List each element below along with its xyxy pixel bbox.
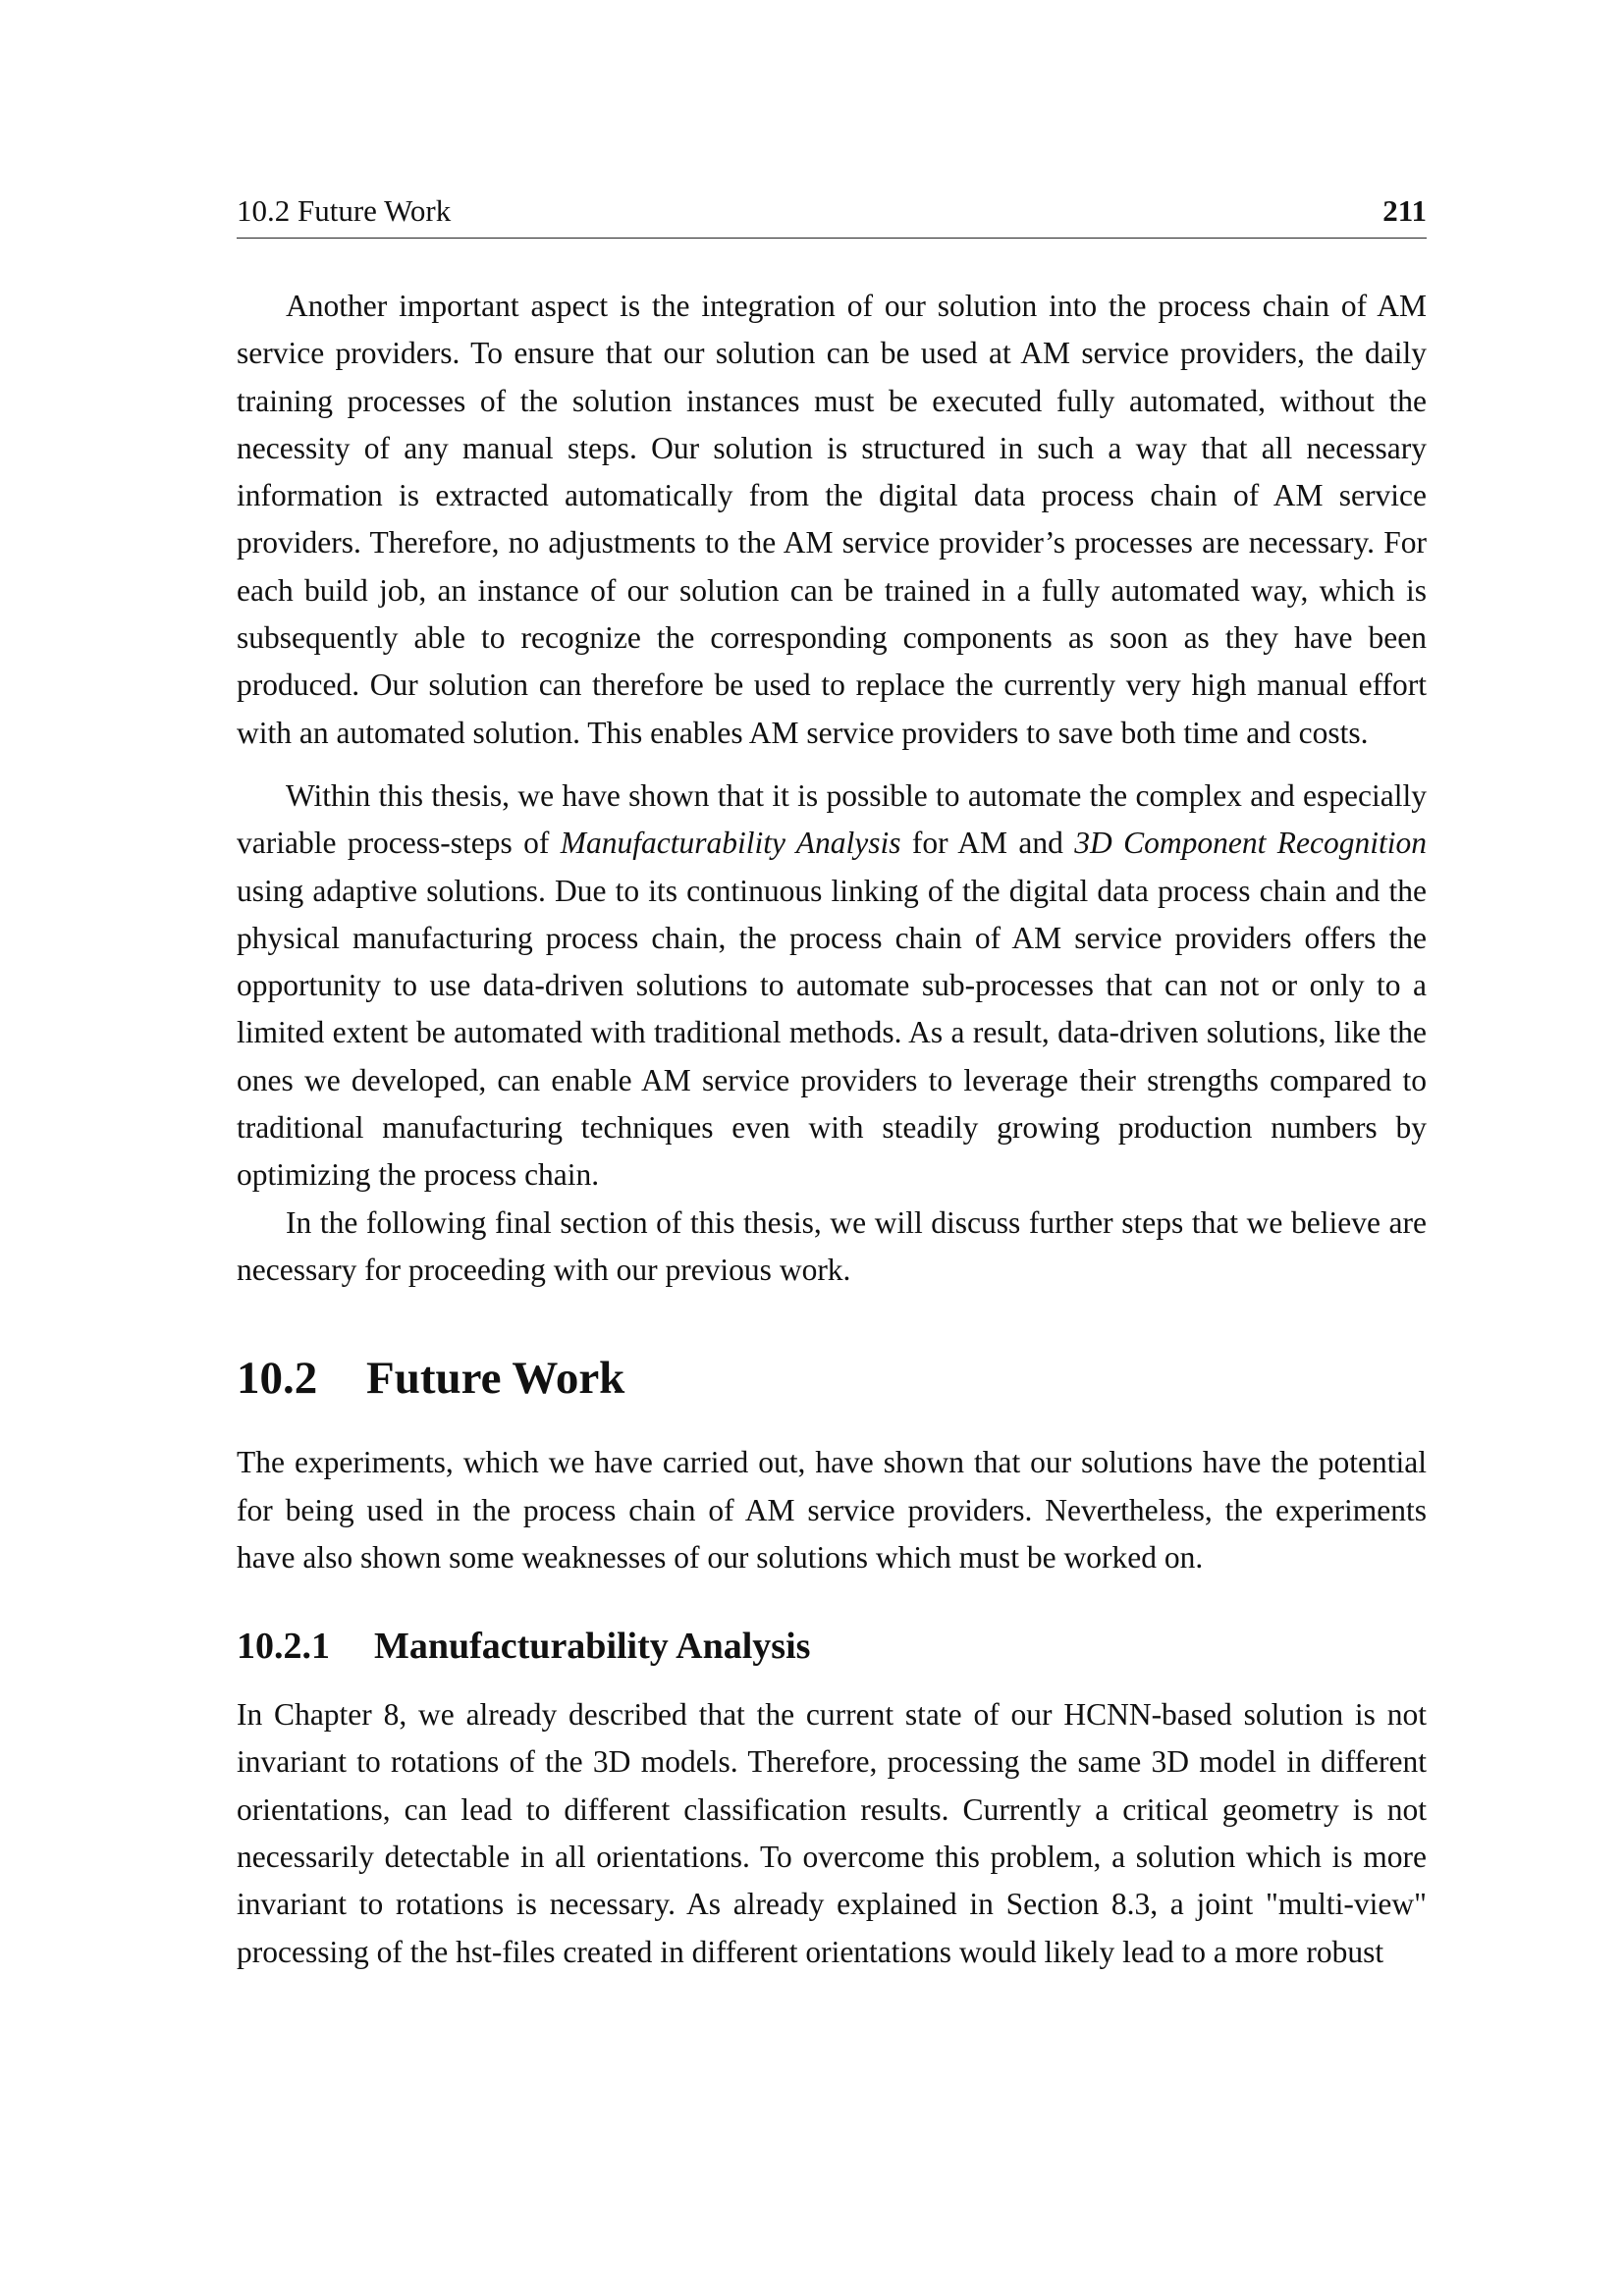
subsection-heading-manufacturability-analysis: [237, 1623, 1427, 1670]
header-section-label: 10.2 Future Work: [237, 193, 452, 228]
term-3d-component-recognition: 3D Component Recognition: [1074, 826, 1427, 861]
term-manufacturability-analysis: Manufacturability Analysis: [560, 826, 901, 861]
paragraph-future-work-intro: The experiments, which we have carried out, have shown that our solutions have the potential for being used in the process chain of AM service providers. Nevertheless, the experiments have also shown some weaknesses of our solutions which must be worked on.: [237, 1445, 1427, 1575]
section-title: Future Work: [366, 1353, 625, 1405]
document-page: [237, 192, 1427, 1976]
running-header: [237, 192, 1427, 239]
section-number: 10.2: [237, 1353, 318, 1405]
paragraph-thesis-summary: [237, 773, 1427, 1200]
paragraph-thesis-summary-text-3: using adaptive solutions. Due to its continuous linking of the digital data process chain and the physical manufacturing process chain, the process chain of AM service providers offers the opportunity to use data-driven solutions to automate sub-processes that can not or only to a limited extent be automated with traditional methods. As a result, data-driven solutions, like the ones we developed, can enable AM service providers to leverage their strengths compared to traditional manufacturing techniques even with steadily growing production numbers by optimizing the process chain.: [237, 873, 1427, 1193]
page-number: 211: [1382, 193, 1427, 228]
paragraph-manufacturability-analysis: In Chapter 8, we already described that the current state of our HCNN-based solution is not invariant to rotations of the 3D models. Therefore, processing the same 3D model in different orientations, can lead to different classification results. Currently a critical geometry is not necessarily detectable in all orientations. To overcome this problem, a solution which is more invariant to rotations is necessary. As already explained in Section 8.3, a joint "multi-view" processing of the hst-files created in different orientations would likely lead to a more robust: [237, 1697, 1427, 1969]
subsection-title: Manufacturability Analysis: [374, 1626, 811, 1668]
section-heading-future-work: [237, 1351, 1427, 1406]
paragraph-final-section-intro: In the following final section of this thesis, we will discuss further steps that we believe are necessary for proceeding with our previous work.: [237, 1204, 1427, 1287]
paragraph-thesis-summary-text-2: for AM and: [900, 826, 1075, 861]
subsection-number: 10.2.1: [237, 1626, 330, 1668]
paragraph-integration: Another important aspect is the integration of our solution into the process chain of AM service providers. To ensure that our solution can be used at AM service providers, the daily training processes of the solution instances must be executed fully automated, without the necessity of any manual steps. Our solution is structured in such a way that all necessary information is extracted automatically from the digital data process chain of AM service providers. Therefore, no adjustments to the AM service provider’s processes are necessary. For each build job, an instance of our solution can be trained in a fully automated way, which is subsequently able to recognize the corresponding components as soon as they have been produced. Our solution can therefore be used to replace the currently very high manual effort with an automated solution. This enables AM service providers to save both time and costs.: [237, 289, 1427, 750]
paragraph-thesis-summary-text-1: Within this thesis, we have shown that it is possible to automate the complex and especially variable process-steps of: [237, 777, 1427, 861]
